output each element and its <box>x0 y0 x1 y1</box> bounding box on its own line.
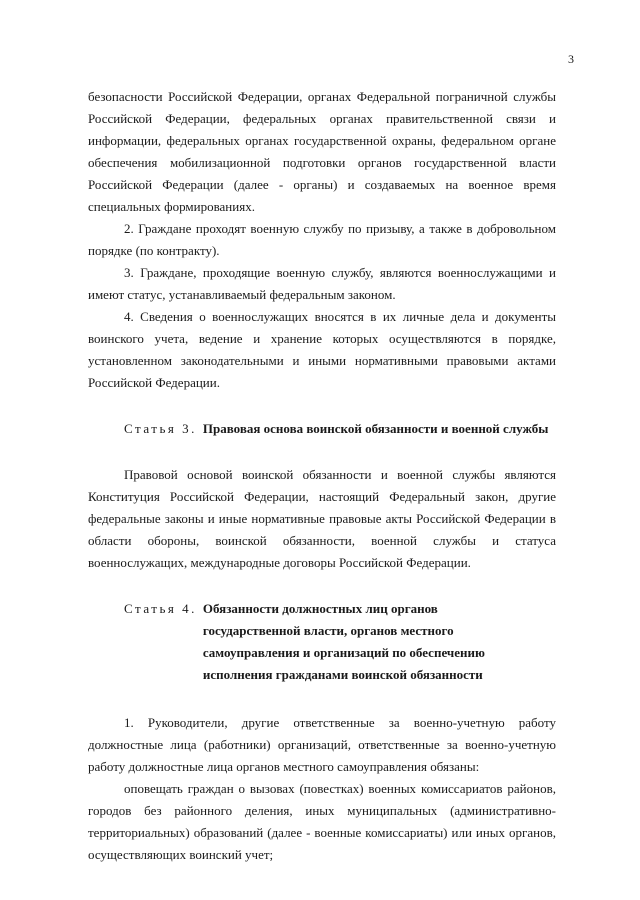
article-3-text: Правовой основой воинской обязанности и военной службы являются Конституция Российской Федерации, настоящий Федеральный закон, другие федеральные законы и иные нормативные правовые акты Российской Федерации в области обороны, воинской обязанности, военной службы и статуса военнослужащих, международные договоры Российской Федерации. <box>88 467 556 570</box>
item-3: 3. Граждане, проходящие военную службу, являются военнослужащими и имеют статус, устанавливаемый федеральным законом. <box>88 265 556 302</box>
document-body <box>88 86 556 866</box>
intro-paragraph: безопасности Российской Федерации, органах Федеральной пограничной службы Российской Федерации, федеральных органах правительственной связи и информации, федеральных органах государственной охраны, федеральном органе обеспечения мобилизационной подготовки органов государственной власти Российской Федерации (далее - органы) и создаваемых на военное время специальных формированиях. <box>88 89 556 214</box>
item-2: 2. Граждане проходят военную службу по призыву, а также в добровольном порядке (по контракту). <box>88 221 556 258</box>
article-4-title: Обязанности должностных лиц органов государственной власти, органов местного самоуправления и организаций по обеспечению исполнения гражданами воинской обязанности <box>202 601 485 682</box>
article-4-label: Статья 4. <box>124 601 197 616</box>
article-4-paragraph-2: оповещать граждан о вызовах (повестках) военных комиссариатов районов, городов без районного деления, иных муниципальных (административно-территориальных) образований (далее - военные комиссариаты) или иных органов, осуществляющих воинский учет; <box>88 781 556 862</box>
article-3-heading <box>88 418 556 440</box>
article-3-title: Правовая основа воинской обязанности и военной службы <box>202 421 549 436</box>
article-3-label: Статья 3. <box>124 421 197 436</box>
article-4-heading <box>88 598 556 686</box>
page-number: 3 <box>568 52 574 66</box>
article-4-paragraph-1: 1. Руководители, другие ответственные за военно-учетную работу должностные лица (работники) организаций, ответственные за военно-учетную работу должностные лица органов местного самоуправления обязаны: <box>88 715 556 774</box>
item-4: 4. Сведения о военнослужащих вносятся в их личные дела и документы воинского учета, ведение и хранение которых осуществляются в порядке, установленном законодательными и иными нормативными правовыми актами Российской Федерации. <box>88 309 556 390</box>
